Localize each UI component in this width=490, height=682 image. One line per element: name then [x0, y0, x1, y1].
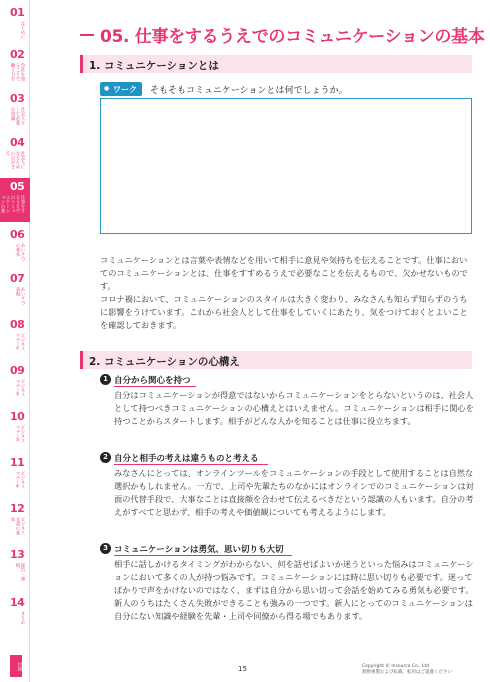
- point-2-underline: [114, 464, 268, 465]
- sidebar-item-03[interactable]: 03 社会人として必要な知識: [10, 92, 25, 125]
- number-circle-icon: 1: [100, 374, 111, 385]
- point-1-title: 自分から関心を持つ: [114, 376, 191, 386]
- point-1-heading: [100, 373, 400, 387]
- point-3-underline: [114, 555, 292, 556]
- sidebar-item-02[interactable]: 02 会社を知ることで働く力を: [10, 48, 25, 81]
- point-1-underline: [114, 386, 196, 387]
- page-title: 05. 仕事をするうえでのコミュニケーションの基本: [100, 27, 485, 47]
- section-1-header: [80, 55, 472, 73]
- sidebar-item-06[interactable]: 06 あいさつの基本: [10, 228, 25, 261]
- copyright-notice: 無断複製および転載、転用はご遠慮ください: [362, 670, 452, 675]
- section-2-heading: 2. コミュニケーションの心構え: [89, 356, 240, 368]
- sidebar-item-11[interactable]: 11 ビジネスマナー④: [10, 456, 25, 490]
- sidebar-item-07[interactable]: 07 あいさつ表現: [10, 272, 25, 305]
- section-1-heading: 1. コミュニケーションとは: [89, 60, 219, 72]
- point-3-body: 相手に話しかけるタイミングがわからない、何を話せばよいか迷うといった悩みはコミュニケーションにおいて多くの人が持つ悩みです。コミュニケーションには時に思い切りも必要です。迷ってばかりで声をかけないのではなく、まずは自分から思い切って会話を始めてみる勇気も必要です。新人のうちはたくさん失敗ができることも強みの一つです。新人にとってのコミュニケーションは自分にない知識や経験を先輩・上司や同僚から得る場でもあります。: [114, 559, 474, 621]
- title-accent-line: [80, 34, 94, 36]
- point-1-body: 自分はコミュニケーションが得意ではないからコミュニケーションをとらないというのは、社会人として持つべきコミュニケーションの心構えとはいえません。コミュニケーションは相手に関心を持つことからスタートします。相手がどんな人かを知ることは仕事に役立ちます。: [114, 390, 474, 426]
- sidebar-item-13[interactable]: 13 報告・連絡: [10, 548, 25, 581]
- sidebar-item-05-active[interactable]: 05 仕事をするうえでのコミュニケーションの基: [0, 178, 30, 222]
- number-circle-icon: 3: [100, 543, 111, 554]
- section-1-paragraph-1: コミュニケーションとは言葉や表情などを用いて相手に意見や気持ちを伝えることです。仕事においてのコミュニケーションとは、仕事をすすめるうえで必要なことを伝えるもので、欠かせないものです。: [100, 255, 468, 291]
- point-3-heading: [100, 542, 400, 556]
- sidebar-item-04[interactable]: 04 社会人になるための心がまえ: [5, 136, 25, 169]
- copyright-text: Copyright © Insource Co., Ltd: [362, 664, 430, 669]
- sidebar-item-12[interactable]: 12 ビジネス文書の基本: [10, 502, 25, 535]
- sidebar-appendix-tab[interactable]: 付録: [10, 655, 22, 677]
- sidebar-item-01[interactable]: 01 はじめに: [10, 6, 25, 39]
- point-3-title: コミュニケーションは勇気、思い切りも大切: [114, 545, 284, 555]
- work-tag: [100, 82, 142, 96]
- sidebar-item-10[interactable]: 10 ビジネスマナー③: [10, 410, 25, 444]
- number-circle-icon: 2: [100, 452, 111, 463]
- circle-bullet-icon: ●: [104, 85, 110, 92]
- chapter-index-sidebar: [0, 0, 30, 682]
- work-tag-label: ワーク: [113, 85, 137, 94]
- page-number: 15: [238, 665, 247, 673]
- section-1-paragraph-2: コロナ禍において、コミュニケーションのスタイルは大きく変わり、みなさんも知らず知らずのうちに影響をうけています。これから社会人として仕事をしていくにあたり、気をつけておくとよいことを確認しておきます。: [100, 294, 468, 330]
- work-answer-box[interactable]: [100, 98, 472, 234]
- point-2-title: 自分と相手の考えは違うものと考える: [114, 454, 259, 464]
- sidebar-item-14[interactable]: 14 まとめ: [10, 596, 25, 625]
- footer-copyright: [362, 664, 472, 676]
- sidebar-item-08[interactable]: 08 ビジネスマナー①: [10, 318, 25, 352]
- work-question: そもそもコミュニケーションとは何でしょうか。: [150, 86, 348, 96]
- section-2-header: [80, 351, 472, 369]
- point-2-heading: [100, 451, 400, 465]
- point-2-body: みなさんにとっては、オンラインツールをコミュニケーションの手段として使用することは自然な選択かもしれません。一方で、上司や先輩たちのなかにはオンラインでのコミュニケーションは対面の代替手段で、大事なことは直接顔を合わせて伝えるべきだという認識の人もいます。自分の考えがすべてと思わず、相手の考えや価値観についても考えるようにします。: [114, 468, 474, 517]
- sidebar-item-09[interactable]: 09 ビジネスマナー②: [10, 364, 25, 398]
